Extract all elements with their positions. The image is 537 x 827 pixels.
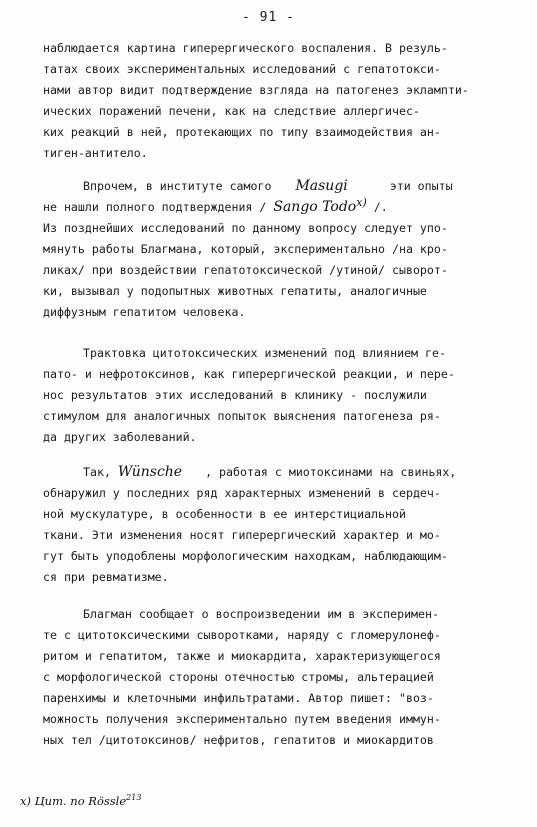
text-line: [83, 464, 533, 480]
text-line: татах своих экспериментальных исследований с гепатотокси-: [43, 62, 441, 76]
text-line: можность получения экспериментально путем введения иммун-: [43, 712, 441, 726]
text-line: ких реакций в ней, протекающих по типу взаимодействия ан-: [43, 125, 441, 139]
text-line: диффузным гепатитом человека.: [43, 305, 246, 319]
text-fragment: Впрочем, в институте самого: [83, 179, 272, 193]
text-line: ритом и гепатитом, также и миокардита, характеризующегося: [43, 649, 441, 663]
text-line: наблюдается картина гиперергического воспаления. В резуль-: [43, 41, 448, 55]
handwritten-name: Wünsche: [117, 464, 183, 480]
text-line: [43, 196, 493, 215]
footnote-marker: х): [20, 794, 31, 808]
page-number: - 91 -: [242, 10, 295, 25]
text-line: ных тел /цитотоксинов/ нефритов, гепатитов и миокардитов: [43, 733, 434, 747]
handwritten-name: Masugi: [295, 178, 348, 194]
footnote: [20, 794, 141, 808]
footnote-text: Цит. по: [34, 794, 85, 808]
text-line: с морфологической стороны отечностью стромы, альтерацией: [43, 670, 434, 684]
text-line: ки, вызывал у подопытных животных гепатиты, аналогичные: [43, 284, 427, 298]
text-fragment: эти опыты: [389, 179, 453, 193]
text-line: ткани. Эти изменения носят гиперергический характер и мо-: [43, 528, 441, 542]
text-line: мянуть работы Благмана, который, экспериментально /на кро-: [43, 242, 448, 256]
handwritten-name: Sango Todo: [273, 199, 357, 215]
text-line: те с цитотоксическими сыворотками, наряду с гломерулонеф-: [43, 628, 441, 642]
text-line: паренхимы и клеточными инфильтратами. Автор пишет: "воз-: [43, 691, 434, 705]
footnote-reference: 213: [126, 793, 142, 803]
text-fragment: не нашли полного подтверждения /: [43, 200, 267, 214]
text-line: стимулом для аналогичных попыток выяснения патогенеза ря-: [43, 409, 441, 423]
text-line: тиген-антитело.: [43, 146, 148, 160]
footnote-marker: х): [356, 196, 367, 210]
text-line: пато- и нефротоксинов, как гиперергической реакции, и пере-: [43, 367, 455, 381]
text-fragment: Так,: [83, 465, 111, 479]
text-line: Трактовка цитотоксических изменений под влиянием ге-: [83, 346, 446, 360]
text-fragment: , работая с миотоксинами на свиньях,: [205, 465, 457, 479]
text-line: [83, 178, 533, 194]
text-line: ся при ревматизме.: [43, 570, 169, 584]
text-fragment: /.: [373, 200, 388, 214]
text-line: Из позднейших исследований по данному вопросу следует упо-: [43, 221, 448, 235]
text-line: Благман сообщает о воспроизведении им в эксперимен-: [83, 607, 439, 621]
footnote-author: Rössle: [88, 794, 127, 808]
text-line: обнаружил у последних ряд характерных изменений в сердеч-: [43, 486, 441, 500]
text-line: да других заболеваний.: [43, 430, 197, 444]
text-line: гут быть уподоблены морфологическим находкам, наблюдающим-: [43, 549, 448, 563]
text-line: нос результатов этих исследований в клинику - послужили: [43, 388, 427, 402]
text-line: ических поражений печени, как на следствие аллергичес-: [43, 104, 420, 118]
text-line: ликах/ при воздействии гепатотоксической /утиной/ сыворот-: [43, 263, 448, 277]
text-line: нами автор видит подтверждение взгляда на патогенез эклампти-: [43, 83, 469, 97]
text-line: ной мускулатуре, в особенности в ее интерстициальной: [43, 507, 406, 521]
